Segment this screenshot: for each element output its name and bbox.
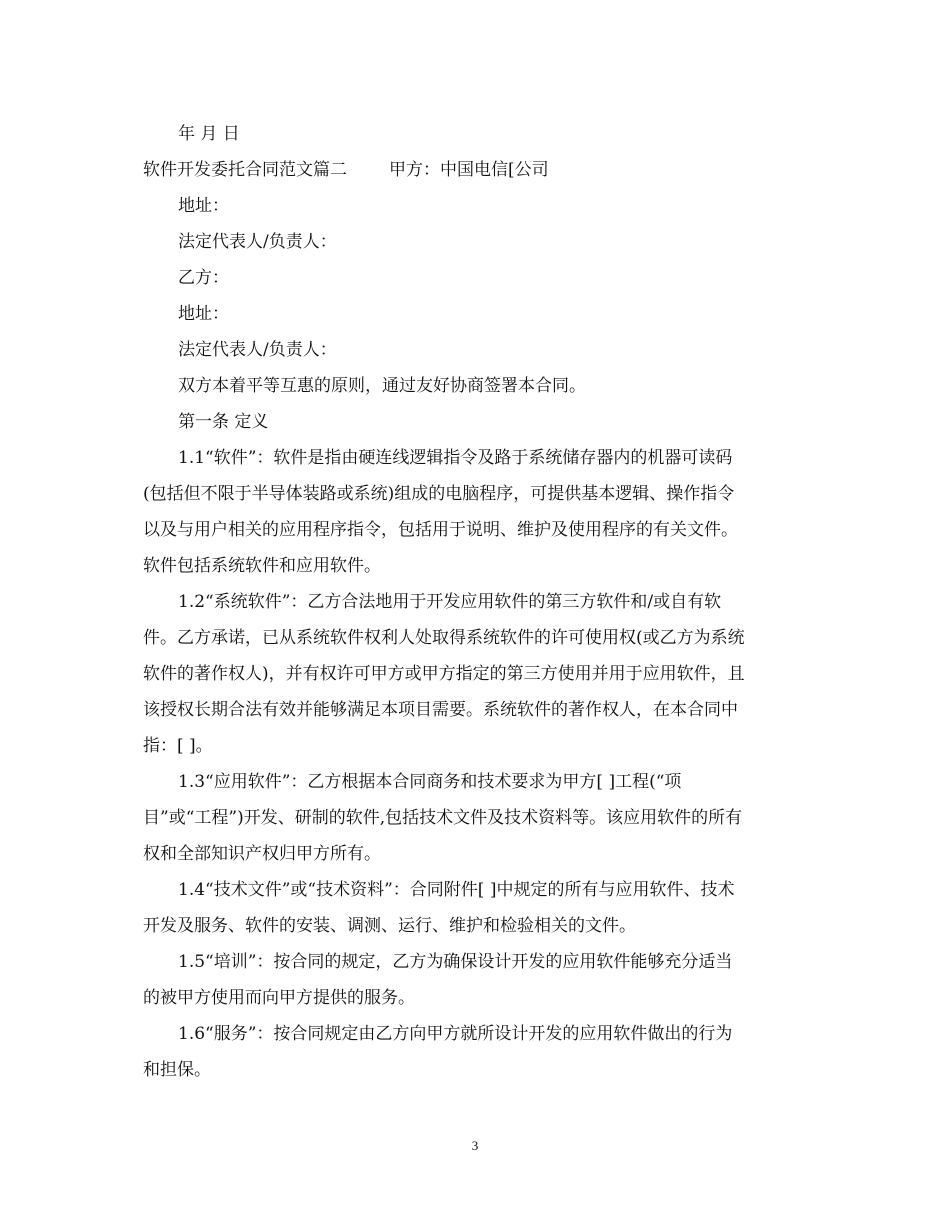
- page-number: 3: [471, 1138, 479, 1153]
- text-line: 1.4“技术文件”或“技术资料”：合同附件[ ]中规定的所有与应用软件、技术: [178, 880, 735, 900]
- text-line: 该授权长期合法有效并能够满足本项目需要。系统软件的著作权人，在本合同中: [143, 700, 738, 720]
- text-line: 的被甲方使用而向甲方提供的服务。: [143, 988, 415, 1008]
- text-line: 乙方：: [178, 268, 229, 288]
- text-line: 和担保。: [143, 1060, 211, 1080]
- text-line: 1.5“培训”：按合同的规定，乙方为确保设计开发的应用软件能够充分适当: [178, 952, 733, 972]
- text-line: 以及与用户相关的应用程序指令，包括用于说明、维护及使用程序的有关文件。: [143, 520, 738, 540]
- text-line: 双方本着平等互惠的原则，通过友好协商签署本合同。: [178, 376, 586, 396]
- text-line: 目”或“工程”)开发、研制的软件,包括技术文件及技术资料等。该应用软件的所有: [143, 808, 743, 828]
- text-line: 地址：: [178, 304, 229, 324]
- paragraph-lines: [143, 188, 811, 1088]
- text-line: 地址：: [178, 196, 229, 216]
- text-line: 件。乙方承诺，已从系统软件权利人处取得系统软件的许可使用权(或乙方为系统: [143, 628, 745, 648]
- party-a-line: 甲方：中国电信[公司: [389, 160, 549, 180]
- text-line: 权和全部知识产权归甲方所有。: [143, 844, 381, 864]
- text-line: 1.3“应用软件”：乙方根据本合同商务和技术要求为甲方[ ]工程(“项: [178, 772, 682, 792]
- text-line: 1.2“系统软件”：乙方合法地用于开发应用软件的第三方软件和/或自有软: [178, 592, 722, 612]
- text-line: 软件包括系统软件和应用软件。: [143, 556, 381, 576]
- document-body: [143, 116, 811, 1088]
- document-title: 软件开发委托合同范文篇二: [143, 160, 347, 180]
- text-line: 法定代表人/负责人：: [178, 232, 337, 252]
- text-line: 第一条 定义: [178, 412, 269, 432]
- text-line: (包括但不限于半导体装路或系统)组成的电脑程序，可提供基本逻辑、操作指令: [143, 484, 735, 504]
- text-line: 1.6“服务”：按合同规定由乙方向甲方就所设计开发的应用软件做出的行为: [178, 1024, 733, 1044]
- title-line: [143, 152, 811, 188]
- text-line: 1.1“软件”：软件是指由硬连线逻辑指令及路于系统储存器内的机器可读码: [178, 448, 733, 468]
- text-line: 开发及服务、软件的安装、调测、运行、维护和检验相关的文件。: [143, 916, 636, 936]
- date-line: 年 月 日: [178, 124, 240, 144]
- text-line: 指：[ ]。: [143, 736, 213, 756]
- text-line: 法定代表人/负责人：: [178, 340, 337, 360]
- text-line: 软件的著作权人)，并有权许可甲方或甲方指定的第三方使用并用于应用软件，且: [143, 664, 745, 684]
